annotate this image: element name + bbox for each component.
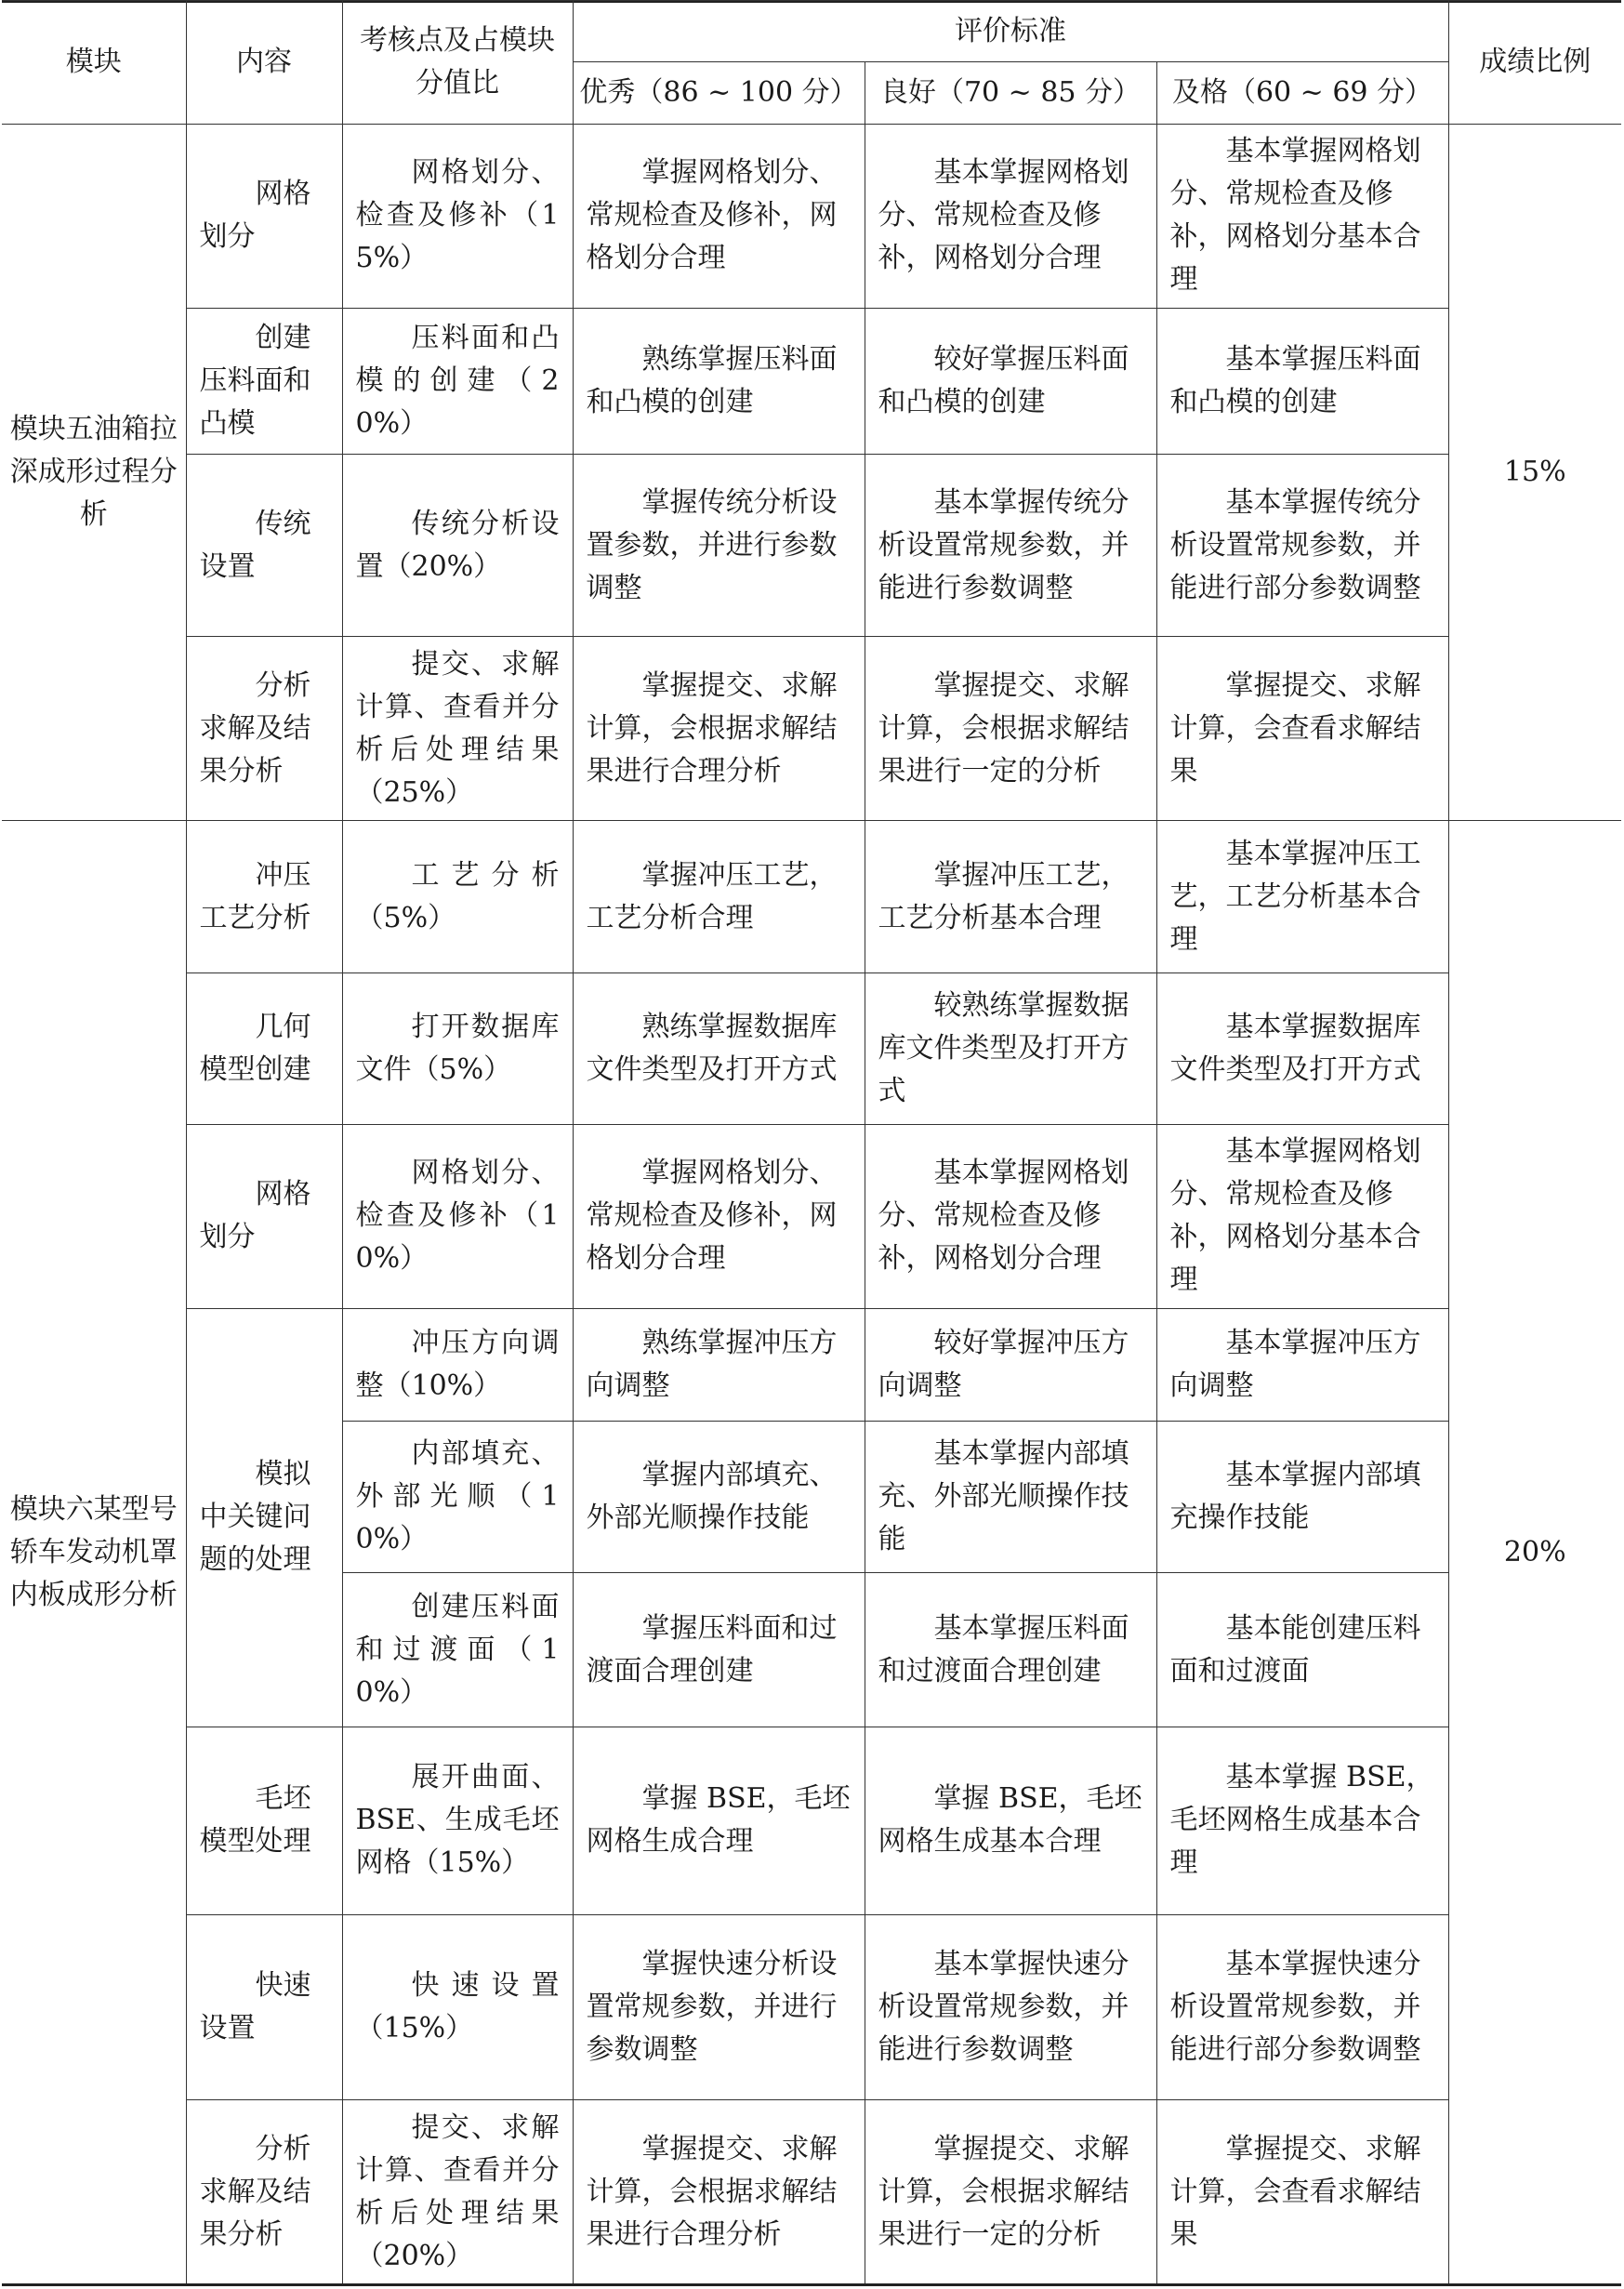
cell-pass: 基本掌握 BSE，毛坯网格生成基本合理	[1156, 1727, 1448, 1914]
cell-good: 基本掌握网格划分、常规检查及修补，网格划分合理	[865, 124, 1156, 308]
header-ratio: 成绩比例	[1448, 1, 1621, 125]
table-row	[2, 308, 1621, 455]
cell-good: 基本掌握传统分析设置常规参数，并能进行参数调整	[865, 455, 1156, 637]
module5-ratio: 15%	[1448, 124, 1621, 821]
cell-content: 分析求解及结果分析	[186, 2099, 342, 2284]
cell-point: 压料面和凸模的创建（20%）	[342, 308, 573, 455]
cell-excellent: 掌握网格划分、常规检查及修补，网格划分合理	[573, 1124, 865, 1308]
cell-content: 快速设置	[186, 1914, 342, 2099]
table-row	[2, 1727, 1621, 1914]
header-pass: 及格（60 ~ 69 分）	[1156, 62, 1448, 124]
cell-excellent: 掌握提交、求解计算，会根据求解结果进行合理分析	[573, 637, 865, 821]
cell-content: 毛坯模型处理	[186, 1727, 342, 1914]
table-row	[2, 637, 1621, 821]
cell-good: 基本掌握网格划分、常规检查及修补，网格划分合理	[865, 1124, 1156, 1308]
cell-good: 较熟练掌握数据库文件类型及打开方式	[865, 973, 1156, 1125]
cell-point: 创建压料面和过渡面（10%）	[342, 1573, 573, 1727]
cell-good: 掌握 BSE，毛坯网格生成基本合理	[865, 1727, 1156, 1914]
header-criteria: 评价标准	[573, 1, 1448, 62]
bottom-rule	[2, 2283, 1621, 2286]
cell-pass: 基本掌握数据库文件类型及打开方式	[1156, 973, 1448, 1125]
cell-point: 工艺分析（5%）	[342, 821, 573, 973]
evaluation-table	[2, 0, 1621, 2285]
table-row	[2, 821, 1621, 973]
table-row	[2, 973, 1621, 1125]
cell-good: 基本掌握压料面和过渡面合理创建	[865, 1573, 1156, 1727]
header-row-1	[2, 1, 1621, 62]
header-excellent: 优秀（86 ~ 100 分）	[573, 62, 865, 124]
cell-excellent: 掌握快速分析设置常规参数，并进行参数调整	[573, 1914, 865, 2099]
cell-point: 快速设置（15%）	[342, 1914, 573, 2099]
module6-name: 模块六某型号轿车发动机罩内板成形分析	[2, 821, 186, 2285]
cell-pass: 基本掌握冲压工艺，工艺分析基本合理	[1156, 821, 1448, 973]
cell-content: 模拟中关键问题的处理	[186, 1308, 342, 1727]
cell-good: 较好掌握冲压方向调整	[865, 1308, 1156, 1422]
cell-pass: 基本掌握传统分析设置常规参数，并能进行部分参数调整	[1156, 455, 1448, 637]
cell-point: 网格划分、检查及修补（15%）	[342, 124, 573, 308]
cell-good: 基本掌握内部填充、外部光顺操作技能	[865, 1422, 1156, 1573]
cell-excellent: 掌握 BSE，毛坯网格生成合理	[573, 1727, 865, 1914]
cell-excellent: 熟练掌握冲压方向调整	[573, 1308, 865, 1422]
cell-good: 较好掌握压料面和凸模的创建	[865, 308, 1156, 455]
cell-point: 传统分析设置（20%）	[342, 455, 573, 637]
module5-name: 模块五油箱拉深成形过程分析	[2, 124, 186, 821]
cell-point: 提交、求解计算、查看并分析后处理结果（25%）	[342, 637, 573, 821]
table-row	[2, 1124, 1621, 1308]
table-row	[2, 1914, 1621, 2099]
cell-pass: 基本掌握内部填充操作技能	[1156, 1422, 1448, 1573]
header-content: 内容	[186, 1, 342, 125]
header-good: 良好（70 ~ 85 分）	[865, 62, 1156, 124]
cell-content: 网格划分	[186, 124, 342, 308]
cell-pass: 基本掌握网格划分、常规检查及修补，网格划分基本合理	[1156, 1124, 1448, 1308]
cell-content: 几何模型创建	[186, 973, 342, 1125]
cell-good: 基本掌握快速分析设置常规参数，并能进行参数调整	[865, 1914, 1156, 2099]
header-assessment: 考核点及占模块分值比	[342, 1, 573, 125]
cell-good: 掌握提交、求解计算，会根据求解结果进行一定的分析	[865, 2099, 1156, 2284]
cell-good: 掌握提交、求解计算，会根据求解结果进行一定的分析	[865, 637, 1156, 821]
cell-point: 冲压方向调整（10%）	[342, 1308, 573, 1422]
header-module: 模块	[2, 1, 186, 125]
cell-content: 创建压料面和凸模	[186, 308, 342, 455]
cell-pass: 基本掌握压料面和凸模的创建	[1156, 308, 1448, 455]
table-row	[2, 455, 1621, 637]
cell-excellent: 掌握冲压工艺，工艺分析合理	[573, 821, 865, 973]
module6-ratio: 20%	[1448, 821, 1621, 2285]
cell-excellent: 掌握传统分析设置参数，并进行参数调整	[573, 455, 865, 637]
cell-excellent: 掌握网格划分、常规检查及修补，网格划分合理	[573, 124, 865, 308]
cell-pass: 掌握提交、求解计算，会查看求解结果	[1156, 637, 1448, 821]
cell-content: 冲压工艺分析	[186, 821, 342, 973]
table-row	[2, 2099, 1621, 2284]
cell-pass: 基本掌握网格划分、常规检查及修补，网格划分基本合理	[1156, 124, 1448, 308]
cell-point: 展开曲面、BSE、生成毛坯网格（15%）	[342, 1727, 573, 1914]
cell-point: 内部填充、外部光顺（10%）	[342, 1422, 573, 1573]
cell-content: 传统设置	[186, 455, 342, 637]
cell-point: 提交、求解计算、查看并分析后处理结果（20%）	[342, 2099, 573, 2284]
cell-pass: 掌握提交、求解计算，会查看求解结果	[1156, 2099, 1448, 2284]
table-row	[2, 124, 1621, 308]
cell-excellent: 熟练掌握压料面和凸模的创建	[573, 308, 865, 455]
cell-point: 打开数据库文件（5%）	[342, 973, 573, 1125]
cell-content: 分析求解及结果分析	[186, 637, 342, 821]
cell-good: 掌握冲压工艺，工艺分析基本合理	[865, 821, 1156, 973]
cell-pass: 基本能创建压料面和过渡面	[1156, 1573, 1448, 1727]
cell-excellent: 掌握内部填充、外部光顺操作技能	[573, 1422, 865, 1573]
cell-content: 网格划分	[186, 1124, 342, 1308]
cell-excellent: 掌握提交、求解计算，会根据求解结果进行合理分析	[573, 2099, 865, 2284]
cell-point: 网格划分、检查及修补（10%）	[342, 1124, 573, 1308]
cell-excellent: 熟练掌握数据库文件类型及打开方式	[573, 973, 865, 1125]
cell-excellent: 掌握压料面和过渡面合理创建	[573, 1573, 865, 1727]
cell-pass: 基本掌握冲压方向调整	[1156, 1308, 1448, 1422]
table-row	[2, 1308, 1621, 1422]
cell-pass: 基本掌握快速分析设置常规参数，并能进行部分参数调整	[1156, 1914, 1448, 2099]
